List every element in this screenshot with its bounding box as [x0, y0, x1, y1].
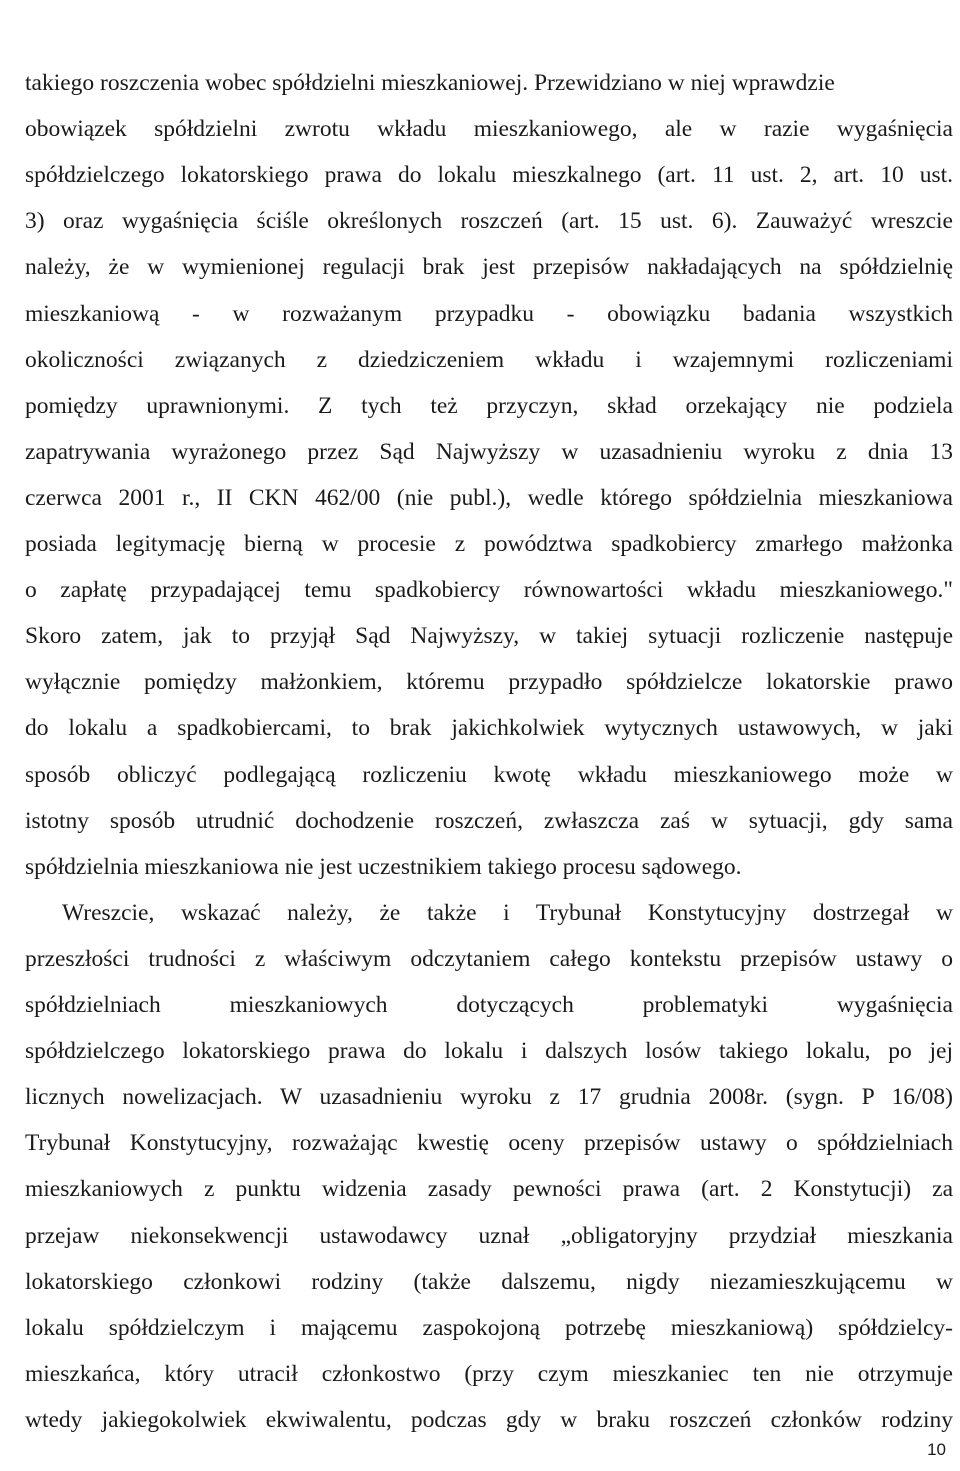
text-line-4: 3) oraz wygaśnięcia ściśle określonych roszczeń (art. 15 ust. 6). Zauważyć wreszcie: [25, 208, 953, 234]
text-line-26: przejaw niekonsekwencji ustawodawcy uznał „obligatoryjny przydział mieszkania: [25, 1223, 953, 1249]
text-line-7: okoliczności związanych z dziedziczeniem wkładu i wzajemnymi rozliczeniami: [25, 347, 953, 373]
text-line-15: do lokalu a spadkobiercami, to brak jakichkolwiek wytycznych ustawowych, w jaki: [25, 715, 953, 741]
text-line-3: spółdzielczego lokatorskiego prawa do lokalu mieszkalnego (art. 11 ust. 2, art. 10 ust.: [25, 162, 953, 188]
text-line-22: spółdzielczego lokatorskiego prawa do lokalu i dalszych losów takiego lokalu, po jej: [25, 1038, 953, 1064]
text-line-12: o zapłatę przypadającej temu spadkobiercy równowartości wkładu mieszkaniowego.": [25, 577, 953, 603]
text-line-24: Trybunał Konstytucyjny, rozważając kwestię oceny przepisów ustawy o spółdzielniach: [25, 1130, 953, 1156]
text-line-8: pomiędzy uprawnionymi. Z tych też przyczyn, skład orzekający nie podziela: [25, 393, 953, 419]
text-line-25: mieszkaniowych z punktu widzenia zasady pewności prawa (art. 2 Konstytucji) za: [25, 1176, 953, 1202]
text-line-29: mieszkańca, który utracił członkostwo (przy czym mieszkaniec ten nie otrzymuje: [25, 1361, 953, 1387]
text-line-18: spółdzielnia mieszkaniowa nie jest uczestnikiem takiego procesu sądowego.: [25, 854, 742, 880]
text-line-28: lokalu spółdzielczym i mającemu zaspokojoną potrzebę mieszkaniową) spółdzielcy-: [25, 1315, 953, 1341]
text-line-1: takiego roszczenia wobec spółdzielni mieszkaniowej. Przewidziano w niej wprawdzie: [25, 70, 835, 96]
text-line-10: czerwca 2001 r., II CKN 462/00 (nie publ.), wedle którego spółdzielnia mieszkaniowa: [25, 485, 953, 511]
text-line-17: istotny sposób utrudnić dochodzenie roszczeń, zwłaszcza zaś w sytuacji, gdy sama: [25, 808, 953, 834]
text-line-5: należy, że w wymienionej regulacji brak jest przepisów nakładających na spółdzielnię: [25, 254, 953, 280]
text-line-30: wtedy jakiegokolwiek ekwiwalentu, podczas gdy w braku roszczeń członków rodziny: [25, 1407, 953, 1433]
text-line-20: przeszłości trudności z właściwym odczytaniem całego kontekstu przepisów ustawy o: [25, 946, 953, 972]
text-line-9: zapatrywania wyrażonego przez Sąd Najwyższy w uzasadnieniu wyroku z dnia 13: [25, 439, 953, 465]
text-line-21: spółdzielniach mieszkaniowych dotyczących problematyki wygaśnięcia: [25, 992, 953, 1018]
text-line-13: Skoro zatem, jak to przyjął Sąd Najwyższy, w takiej sytuacji rozliczenie następuje: [25, 623, 953, 649]
page-number: 10: [927, 1440, 946, 1459]
text-line-11: posiada legitymację bierną w procesie z powództwa spadkobiercy zmarłego małżonka: [25, 531, 953, 557]
text-line-6: mieszkaniową - w rozważanym przypadku - obowiązku badania wszystkich: [25, 301, 953, 327]
text-line-2: obowiązek spółdzielni zwrotu wkładu mieszkaniowego, ale w razie wygaśnięcia: [25, 116, 953, 142]
text-line-27: lokatorskiego członkowi rodziny (także dalszemu, nigdy niezamieszkującemu w: [25, 1269, 953, 1295]
text-line-23: licznych nowelizacjach. W uzasadnieniu wyroku z 17 grudnia 2008r. (sygn. P 16/08): [25, 1084, 953, 1110]
text-line-19: Wreszcie, wskazać należy, że także i Trybunał Konstytucyjny dostrzegał w: [62, 900, 953, 926]
text-line-14: wyłącznie pomiędzy małżonkiem, któremu przypadło spółdzielcze lokatorskie prawo: [25, 669, 953, 695]
text-line-16: sposób obliczyć podlegającą rozliczeniu kwotę wkładu mieszkaniowego może w: [25, 762, 953, 788]
